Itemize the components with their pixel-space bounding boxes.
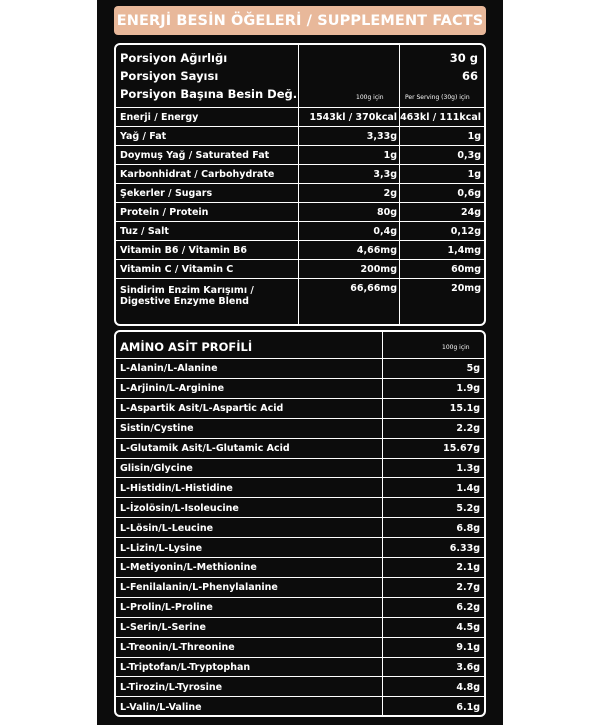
- amino-name: L-Arjinin/L-Arginine: [120, 383, 225, 395]
- nutrient-per-100g: 80g: [376, 207, 397, 218]
- amino-value: 1.4g: [456, 482, 480, 494]
- nutrient-name: Vitamin B6 / Vitamin B6: [120, 245, 248, 256]
- amino-row: [116, 597, 484, 618]
- amino-name: Sistin/Cystine: [120, 423, 194, 435]
- nutrient-per-100g: 1g: [383, 150, 397, 161]
- amino-value: 4.5g: [456, 622, 480, 634]
- nutrient-per-serving: 0,6g: [457, 188, 481, 199]
- amino-row: [116, 458, 484, 479]
- amino-name: L-Alanin/L-Alanine: [120, 363, 218, 375]
- amino-value: 1.9g: [456, 383, 480, 395]
- nutrient-per-serving: 0,3g: [457, 150, 481, 161]
- amino-value: 2.7g: [456, 582, 480, 594]
- serving-weight-label: Porsiyon Ağırlığı: [120, 51, 228, 65]
- amino-name: L-Triptofan/L-Tryptophan: [120, 661, 251, 673]
- amino-name: L-Metiyonin/L-Methionine: [120, 562, 257, 574]
- nutrient-per-100g: 66,66mg: [350, 283, 397, 294]
- amino-name: L-Prolin/L-Proline: [120, 602, 213, 614]
- nutrient-per-serving: 463kl / 111kcal: [400, 112, 481, 123]
- nutrient-row: [116, 221, 484, 241]
- nutrient-name: Şekerler / Sugars: [120, 188, 213, 199]
- nutrient-name: Vitamin C / Vitamin C: [120, 264, 234, 275]
- amino-value: 1.3g: [456, 462, 480, 474]
- amino-row: [116, 477, 484, 498]
- nutrient-per-serving: 60mg: [451, 264, 481, 275]
- amino-col-header: 100g için: [442, 344, 470, 351]
- amino-row: [116, 438, 484, 459]
- amino-value: 6.2g: [456, 602, 480, 614]
- nutrient-per-serving: 1g: [467, 131, 481, 142]
- amino-row: [116, 657, 484, 678]
- amino-value: 5.2g: [456, 502, 480, 514]
- amino-value: 4.8g: [456, 681, 480, 693]
- nutrient-name: Sindirim Enzim Karışımı / Digestive Enzyme Blend: [120, 285, 254, 307]
- nutrient-name: Enerji / Energy: [120, 112, 199, 123]
- amino-value: 6.33g: [449, 542, 480, 554]
- nutrient-per-serving: 20mg: [451, 283, 481, 294]
- amino-row: [116, 537, 484, 558]
- amino-value: 15.1g: [449, 403, 480, 415]
- nutrient-per-serving: 1g: [467, 169, 481, 180]
- servings-label: Porsiyon Sayısı: [120, 69, 219, 83]
- nutrient-row: [116, 126, 484, 146]
- serving-weight-value: 30 g: [449, 51, 478, 65]
- amino-name: L-Tirozin/L-Tyrosine: [120, 681, 223, 693]
- nutrient-per-100g: 1543kl / 370kcal: [309, 112, 397, 123]
- amino-name: L-Serin/L-Serine: [120, 622, 206, 634]
- amino-title: AMİNO ASİT PROFİLİ: [120, 340, 253, 354]
- nutrient-row: [116, 259, 484, 279]
- amino-row: [116, 637, 484, 658]
- amino-name: L-Histidin/L-Histidine: [120, 482, 233, 494]
- amino-name: L-Lizin/L-Lysine: [120, 542, 203, 554]
- amino-value: 6.1g: [456, 701, 480, 713]
- nutrient-name: Karbonhidrat / Carbohydrate: [120, 169, 275, 180]
- nutrient-row: [116, 183, 484, 203]
- amino-name: L-Lösin/L-Leucine: [120, 522, 214, 534]
- nutrient-per-100g: 200mg: [360, 264, 397, 275]
- nutrient-per-100g: 2g: [383, 188, 397, 199]
- nutrient-per-100g: 4,66mg: [356, 245, 397, 256]
- amino-row: [116, 398, 484, 419]
- amino-name: L-Glutamik Asit/L-Glutamic Acid: [120, 443, 290, 455]
- nutrient-row: [116, 145, 484, 165]
- amino-row: [116, 418, 484, 439]
- servings-value: 66: [461, 69, 478, 83]
- amino-value: 2.1g: [456, 562, 480, 574]
- nutrient-name: Yağ / Fat: [120, 131, 167, 142]
- nutrient-per-100g: 3,33g: [366, 131, 397, 142]
- nutrient-per-100g: 0,4g: [373, 226, 397, 237]
- per-serving-label: Porsiyon Başına Besin Değ.: [120, 87, 298, 101]
- amino-name: L-Valin/L-Valine: [120, 701, 202, 713]
- facts-title: ENERJİ BESİN ÖĞELERİ / SUPPLEMENT FACTS: [114, 6, 486, 35]
- amino-value: 2.2g: [456, 423, 480, 435]
- amino-row: [116, 676, 484, 697]
- amino-name: Glisin/Glycine: [120, 462, 193, 474]
- nutrient-name: Protein / Protein: [120, 207, 209, 218]
- amino-row: [116, 696, 484, 717]
- nutrient-row: [116, 107, 484, 127]
- nutrition-table: [114, 43, 486, 326]
- nutrient-row: [116, 164, 484, 184]
- supplement-facts-panel: [97, 0, 503, 725]
- amino-value: 6.8g: [456, 522, 480, 534]
- col-serving-header: Per Serving (30g) için: [405, 94, 470, 101]
- amino-name: L-Treonin/L-Threonine: [120, 642, 235, 654]
- amino-row: [116, 517, 484, 538]
- amino-value: 9.1g: [456, 642, 480, 654]
- amino-row: [116, 557, 484, 578]
- amino-row: [116, 497, 484, 518]
- amino-name: L-Aspartik Asit/L-Aspartic Acid: [120, 403, 284, 415]
- amino-row: [116, 617, 484, 638]
- amino-row: [116, 358, 484, 379]
- nutrient-per-serving: 0,12g: [450, 226, 481, 237]
- nutrient-per-100g: 3,3g: [373, 169, 397, 180]
- amino-value: 3.6g: [456, 661, 480, 673]
- nutrient-row: [116, 278, 484, 325]
- amino-name: L-İzolösin/L-Isoleucine: [120, 502, 239, 514]
- amino-row: [116, 378, 484, 399]
- amino-name: L-Fenilalanin/L-Phenylalanine: [120, 582, 278, 594]
- nutrient-name: Tuz / Salt: [120, 226, 169, 237]
- nutrient-per-serving: 1,4mg: [447, 245, 481, 256]
- col-100g-header: 100g için: [356, 94, 384, 101]
- amino-value: 15.67g: [443, 443, 480, 455]
- amino-value: 5g: [466, 363, 480, 375]
- amino-table: [114, 330, 486, 717]
- nutrient-name: Doymuş Yağ / Saturated Fat: [120, 150, 270, 161]
- nutrient-per-serving: 24g: [460, 207, 481, 218]
- nutrient-row: [116, 240, 484, 260]
- nutrient-row: [116, 202, 484, 222]
- amino-row: [116, 577, 484, 598]
